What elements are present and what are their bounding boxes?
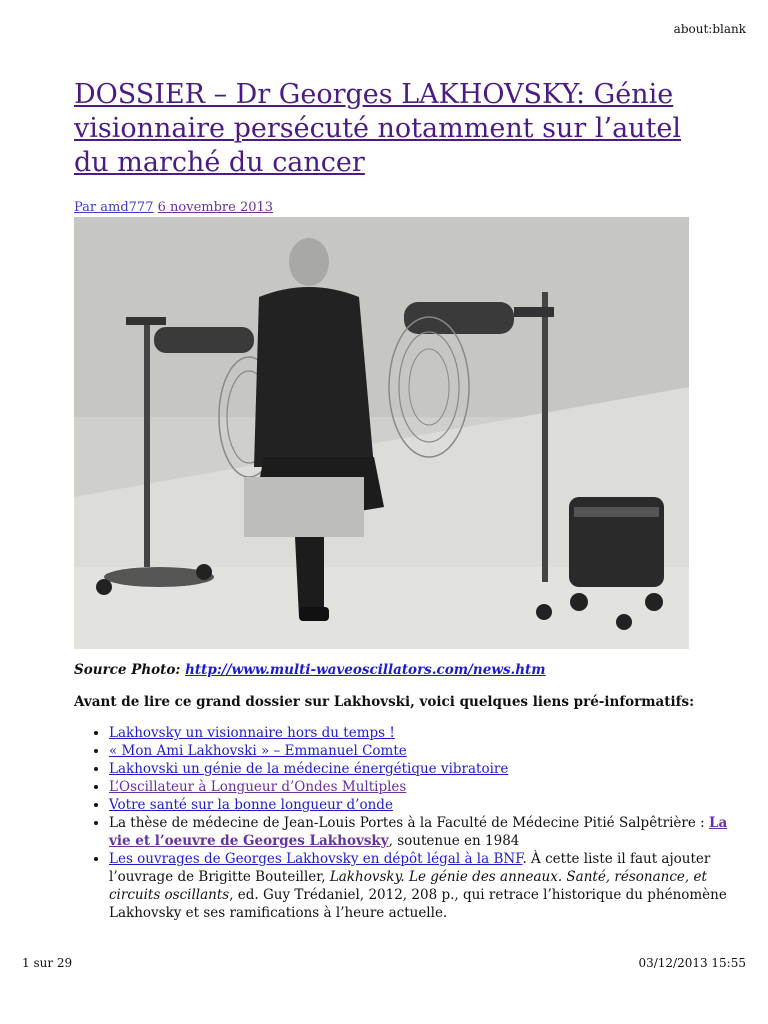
list-item	[109, 724, 734, 742]
source-link[interactable]: http://www.multi-waveoscillators.com/news.htm	[185, 662, 546, 678]
page-number: 1 sur 29	[22, 956, 73, 970]
link-votre-sante[interactable]: Votre santé sur la bonne longueur d’onde	[109, 797, 393, 813]
list-item	[109, 796, 734, 814]
source-label: Source Photo:	[74, 662, 181, 678]
date-link[interactable]: 6 novembre 2013	[157, 200, 274, 215]
link-visionnaire[interactable]: Lakhovsky un visionnaire hors du temps !	[109, 725, 395, 741]
ouvrages-text-2: , ed. Guy Trédaniel, 2012, 208 p., qui retrace l’historique du phénomène Lakhovsky et ses ramifications à l’heure actuelle.	[109, 887, 727, 921]
list-item	[109, 760, 734, 778]
link-oscillateur[interactable]: L’Oscillateur à Longueur d’Ondes Multiples	[109, 779, 407, 795]
list-item	[109, 778, 734, 796]
article-title-link[interactable]: DOSSIER – Dr Georges LAKHOVSKY: Génie visionnaire persécuté notamment sur l’autel du marché du cancer	[74, 79, 682, 178]
list-item	[109, 850, 734, 922]
ouvrages-text-1: . À cette liste il faut ajouter l’ouvrage de Brigitte Bouteiller,	[109, 851, 711, 885]
link-genie-medecine[interactable]: Lakhovski un génie de la médecine énergétique vibratoire	[109, 761, 509, 777]
these-text: La thèse de médecine de Jean-Louis Portes à la Faculté de Médecine Pitié Salpêtrière :	[109, 815, 709, 831]
byline	[74, 200, 273, 215]
intro-text: Avant de lire ce grand dossier sur Lakhovski, voici quelques liens pré-informatifs:	[74, 694, 695, 710]
list-item	[109, 742, 734, 760]
header-url: about:blank	[673, 22, 746, 36]
print-datetime: 03/12/2013 15:55	[638, 956, 746, 970]
photo-lakhovsky-oscillator-icon	[74, 217, 689, 649]
list-item	[109, 814, 734, 850]
link-vie-oeuvre[interactable]: La vie et l’oeuvre de Georges Lakhovsky	[109, 815, 728, 849]
these-suffix: , soutenue en 1984	[388, 833, 520, 849]
book-title: Lakhovsky. Le génie des anneaux. Santé, résonance, et circuits oscillants	[109, 869, 707, 903]
article-photo	[74, 217, 689, 649]
article-title	[74, 78, 694, 180]
link-mon-ami[interactable]: « Mon Ami Lakhovski » – Emmanuel Comte	[109, 743, 407, 759]
link-ouvrages-bnf[interactable]: Les ouvrages de Georges Lakhovsky en dépôt légal à la BNF	[109, 851, 523, 867]
photo-source	[74, 662, 546, 678]
link-list	[74, 724, 734, 922]
author-link[interactable]: Par amd777	[74, 200, 154, 215]
